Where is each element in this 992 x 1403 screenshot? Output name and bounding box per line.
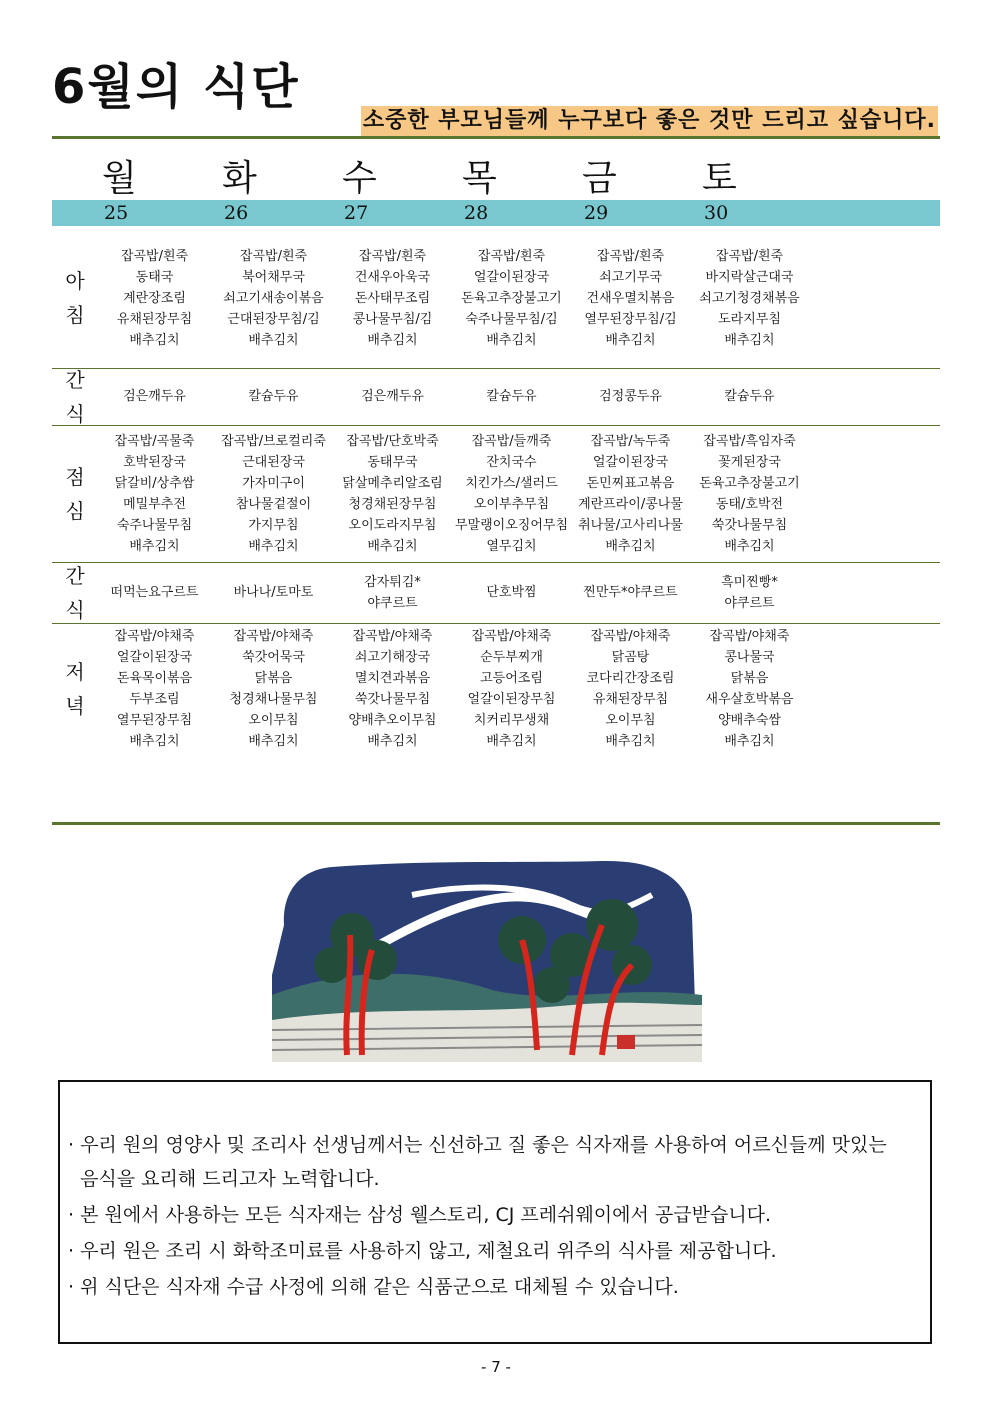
- menu-item: 건새우멸치볶음: [586, 290, 675, 306]
- date-bar: [52, 200, 940, 226]
- menu-item: 닭볶음: [254, 671, 293, 686]
- meal-label-char: 간: [65, 368, 85, 392]
- page-title: 6월의 식단: [52, 59, 300, 115]
- menu-item: 호박된장국: [123, 454, 186, 470]
- menu-item: 배추김치: [129, 332, 180, 348]
- menu-item: 칼슘두유: [486, 389, 537, 404]
- menu-cell: [330, 566, 455, 619]
- menu-item: 멸치견과볶음: [354, 671, 431, 686]
- meal-section-lunch: [52, 425, 940, 563]
- notice-item-2: · 본 원에서 사용하는 모든 식자재는 삼성 웰스토리, CJ 프레쉬웨이에서 공급받습니다.: [68, 1204, 772, 1226]
- menu-item: 콩나물무침/김: [352, 311, 433, 327]
- menu-item: 돈육목이볶음: [116, 671, 193, 686]
- subtitle-banner: 소중한 부모님들께 누구보다 좋은 것만 드리고 싶습니다.: [361, 106, 938, 136]
- menu-item: 오이도라지무침: [348, 517, 437, 533]
- notice-item-4: · 위 식단은 식자재 수급 사정에 의해 같은 식품군으로 대체될 수 있습니다.: [68, 1276, 679, 1298]
- menu-item: 동태국: [135, 269, 174, 285]
- menu-item: 배추김치: [605, 538, 656, 554]
- menu-cell: [92, 232, 217, 364]
- menu-item: 메밀부추전: [123, 496, 186, 512]
- menu-cell: [449, 429, 574, 558]
- notice-box: [58, 1080, 932, 1344]
- menu-item: 잔치국수: [486, 454, 537, 470]
- menu-item: 돈민찌표고볶음: [586, 475, 675, 491]
- menu-item: 가지무침: [248, 517, 299, 533]
- menu-item: 배추김치: [724, 538, 775, 554]
- menu-item: 배추김치: [367, 538, 418, 554]
- menu-item: 야쿠르트: [367, 595, 418, 611]
- menu-item: 잡곡밥/흰죽: [715, 248, 784, 264]
- menu-item: 치킨가스/샐러드: [465, 475, 558, 491]
- date-tue: 26: [224, 202, 249, 224]
- menu-item: 잡곡밥/흰죽: [239, 248, 308, 264]
- menu-item: 잡곡밥/녹두죽: [590, 433, 671, 449]
- menu-item: 계란프라이/콩나물: [578, 496, 683, 512]
- menu-cell: [687, 429, 812, 558]
- menu-item: 야쿠르트: [724, 595, 775, 611]
- menu-item: 돈육고추장불고기: [699, 475, 800, 491]
- menu-item: 동태무국: [367, 454, 418, 470]
- menu-item: 돈사태무조림: [354, 290, 431, 306]
- menu-cell: [449, 627, 574, 751]
- menu-cell: [449, 372, 574, 421]
- meal-label-char: 심: [65, 499, 85, 523]
- menu-item: 쇠고기새송이볶음: [223, 290, 324, 306]
- menu-item: 동태/호박전: [715, 496, 784, 512]
- menu-item: 잡곡밥/야채죽: [352, 629, 433, 644]
- menu-item: 잡곡밥/흰죽: [477, 248, 546, 264]
- menu-item: 배추김치: [724, 332, 775, 348]
- menu-item: 검정콩두유: [599, 389, 662, 404]
- meal-label-char: 간: [65, 564, 85, 588]
- menu-item: 배추김치: [248, 332, 299, 348]
- menu-item: 숙주나물무침: [116, 517, 193, 533]
- menu-item: 근대된장무침/김: [227, 311, 320, 327]
- menu-cell: [330, 429, 455, 558]
- menu-item: 코다리간장조림: [586, 671, 675, 686]
- day-tue: 화: [222, 158, 258, 199]
- menu-item: 잡곡밥/야채죽: [590, 629, 671, 644]
- menu-item: 오이무침: [605, 713, 656, 728]
- menu-item: 꽃게된장국: [718, 454, 781, 470]
- menu-item: 쑥갓나물무침: [354, 692, 431, 707]
- menu-cell: [330, 372, 455, 421]
- menu-item: 양배추숙쌈: [718, 713, 781, 728]
- menu-item: 도라지무침: [718, 311, 781, 327]
- menu-item: 건새우아욱국: [354, 269, 431, 285]
- meal-label-char: 점: [65, 465, 85, 489]
- meal-label-char: 녁: [65, 694, 85, 718]
- menu-item: 쇠고기무국: [599, 269, 662, 285]
- menu-item: 계란장조림: [123, 290, 186, 306]
- menu-item: 잡곡밥/야채죽: [471, 629, 552, 644]
- notice-item-1-cont: 음식을 요리해 드리고자 노력합니다.: [68, 1168, 380, 1190]
- menu-item: 배추김치: [486, 734, 537, 749]
- menu-item: 치커리무생채: [473, 713, 550, 728]
- menu-item: 콩나물국: [724, 650, 775, 665]
- menu-item: 배추김치: [248, 538, 299, 554]
- menu-item: 검은깨두유: [123, 389, 186, 404]
- menu-cell: [687, 627, 812, 751]
- menu-item: 얼갈이된장국: [116, 650, 193, 665]
- menu-cell: [568, 372, 693, 421]
- menu-item: 숙주나물무침/김: [465, 311, 558, 327]
- menu-item: 근대된장국: [242, 454, 305, 470]
- menu-item: 감자튀김*: [364, 574, 421, 590]
- menu-item: 고등어조림: [480, 671, 543, 686]
- menu-item: 잡곡밥/흑임자죽: [703, 433, 796, 449]
- menu-cell: [568, 566, 693, 619]
- menu-cell: [211, 232, 336, 364]
- menu-item: 바나나/토마토: [233, 585, 314, 600]
- menu-item: 떠먹는요구르트: [110, 585, 199, 600]
- menu-item: 잡곡밥/곡물죽: [114, 433, 195, 449]
- date-fri: 29: [584, 202, 609, 224]
- menu-item: 무말랭이오징어무침: [454, 517, 569, 533]
- menu-item: 청경채된장무침: [348, 496, 437, 512]
- meal-label-char: 침: [65, 303, 85, 327]
- menu-cell: [211, 627, 336, 751]
- day-sat: 토: [702, 158, 738, 199]
- menu-cell: [568, 627, 693, 751]
- page-number: - 7 -: [481, 1358, 511, 1376]
- menu-item: 오이부추무침: [473, 496, 550, 512]
- menu-item: 칼슘두유: [248, 389, 299, 404]
- meal-label-char: 아: [65, 269, 85, 293]
- menu-item: 배추김치: [129, 538, 180, 554]
- menu-item: 흑미찐빵*: [721, 574, 778, 590]
- menu-item: 유채된장무침: [592, 692, 669, 707]
- menu-item: 잡곡밥/들깨죽: [471, 433, 552, 449]
- date-sat: 30: [704, 202, 729, 224]
- meal-section-breakfast: [52, 228, 940, 369]
- menu-item: 새우살호박볶음: [705, 692, 794, 707]
- meal-label: [58, 460, 92, 528]
- meal-label: [58, 559, 92, 627]
- menu-item: 배추김치: [367, 332, 418, 348]
- meal-label-char: 저: [65, 660, 85, 684]
- menu-item: 닭볶음: [730, 671, 769, 686]
- menu-item: 취나물/고사리나물: [578, 517, 683, 533]
- date-mon: 25: [104, 202, 129, 224]
- day-fri: 금: [582, 158, 618, 199]
- date-wed: 27: [344, 202, 369, 224]
- menu-item: 칼슘두유: [724, 389, 775, 404]
- menu-item: 잡곡밥/브로컬리죽: [221, 433, 326, 449]
- notice-item-1: · 우리 원의 영양사 및 조리사 선생님께서는 신선하고 질 좋은 식자재를 사용하여 어르신들께 맛있는: [68, 1134, 887, 1156]
- menu-cell: [92, 372, 217, 421]
- day-header-row: [52, 150, 940, 198]
- menu-item: 잡곡밥/야채죽: [709, 629, 790, 644]
- menu-item: 두부조림: [129, 692, 180, 707]
- menu-item: 열무김치: [486, 538, 537, 554]
- menu-item: 쇠고기해장국: [354, 650, 431, 665]
- menu-item: 쑥갓어묵국: [242, 650, 305, 665]
- day-thu: 목: [462, 158, 498, 199]
- menu-item: 찐만두*야쿠르트: [583, 585, 678, 600]
- menu-item: 닭갈비/상추쌈: [114, 475, 195, 491]
- menu-item: 얼갈이된장무침: [467, 692, 556, 707]
- menu-item: 배추김치: [605, 332, 656, 348]
- menu-item: 쑥갓나물무침: [711, 517, 788, 533]
- menu-item: 열무된장무침: [116, 713, 193, 728]
- menu-item: 배추김치: [486, 332, 537, 348]
- menu-item: 얼갈이된장국: [592, 454, 669, 470]
- meal-label-char: 식: [65, 598, 85, 622]
- menu-item: 참나물겉절이: [235, 496, 312, 512]
- menu-item: 얼갈이된장국: [473, 269, 550, 285]
- menu-cell: [568, 232, 693, 364]
- notice-item-3: · 우리 원은 조리 시 화학조미료를 사용하지 않고, 제철요리 위주의 식사를 제공합니다.: [68, 1240, 777, 1262]
- menu-cell: [330, 232, 455, 364]
- menu-item: 잡곡밥/흰죽: [358, 248, 427, 264]
- menu-cell: [330, 627, 455, 751]
- day-wed: 수: [342, 158, 378, 199]
- menu-cell: [687, 232, 812, 364]
- menu-item: 잡곡밥/야채죽: [233, 629, 314, 644]
- menu-item: 가자미구이: [242, 475, 305, 491]
- menu-cell: [92, 566, 217, 619]
- day-mon: 월: [102, 158, 138, 199]
- menu-item: 배추김치: [724, 734, 775, 749]
- menu-item: 쇠고기청경채볶음: [699, 290, 800, 306]
- menu-item: 배추김치: [129, 734, 180, 749]
- title-divider: [52, 136, 940, 139]
- meal-label: [58, 363, 92, 431]
- menu-item: 돈육고추장불고기: [461, 290, 562, 306]
- menu-item: 검은깨두유: [361, 389, 424, 404]
- menu-item: 배추김치: [248, 734, 299, 749]
- menu-item: 열무된장무침/김: [584, 311, 677, 327]
- menu-cell: [568, 429, 693, 558]
- date-thu: 28: [464, 202, 489, 224]
- pine-tree-painting-icon: [272, 855, 702, 1062]
- menu-item: 닭곰탕: [611, 650, 650, 665]
- menu-item: 오이무침: [248, 713, 299, 728]
- menu-cell: [211, 566, 336, 619]
- menu-cell: [211, 429, 336, 558]
- menu-item: 양배추오이무침: [348, 713, 437, 728]
- menu-cell: [687, 566, 812, 619]
- menu-item: 청경채나물무침: [229, 692, 318, 707]
- menu-cell: [211, 372, 336, 421]
- menu-item: 닭살메추리알조림: [342, 475, 443, 491]
- meal-section-snack-am: [52, 368, 940, 426]
- menu-cell: [449, 566, 574, 619]
- meal-label: [58, 655, 92, 723]
- menu-item: 순두부찌개: [480, 650, 543, 665]
- meal-section-dinner: [52, 623, 940, 755]
- menu-item: 잡곡밥/흰죽: [596, 248, 665, 264]
- menu-item: 잡곡밥/야채죽: [114, 629, 195, 644]
- meal-label: [58, 264, 92, 332]
- menu-item: 단호박찜: [486, 585, 537, 600]
- menu-item: 잡곡밥/단호박죽: [346, 433, 439, 449]
- menu-item: 유채된장무침: [116, 311, 193, 327]
- menu-item: 배추김치: [367, 734, 418, 749]
- menu-cell: [449, 232, 574, 364]
- section-divider: [52, 822, 940, 825]
- menu-cell: [687, 372, 812, 421]
- menu-cell: [92, 429, 217, 558]
- menu-item: 바지락살근대국: [705, 269, 794, 285]
- meal-label-char: 식: [65, 402, 85, 426]
- menu-item: 배추김치: [605, 734, 656, 749]
- meal-section-snack-pm: [52, 562, 940, 624]
- menu-item: 잡곡밥/흰죽: [120, 248, 189, 264]
- menu-cell: [92, 627, 217, 751]
- menu-item: 북어채무국: [242, 269, 305, 285]
